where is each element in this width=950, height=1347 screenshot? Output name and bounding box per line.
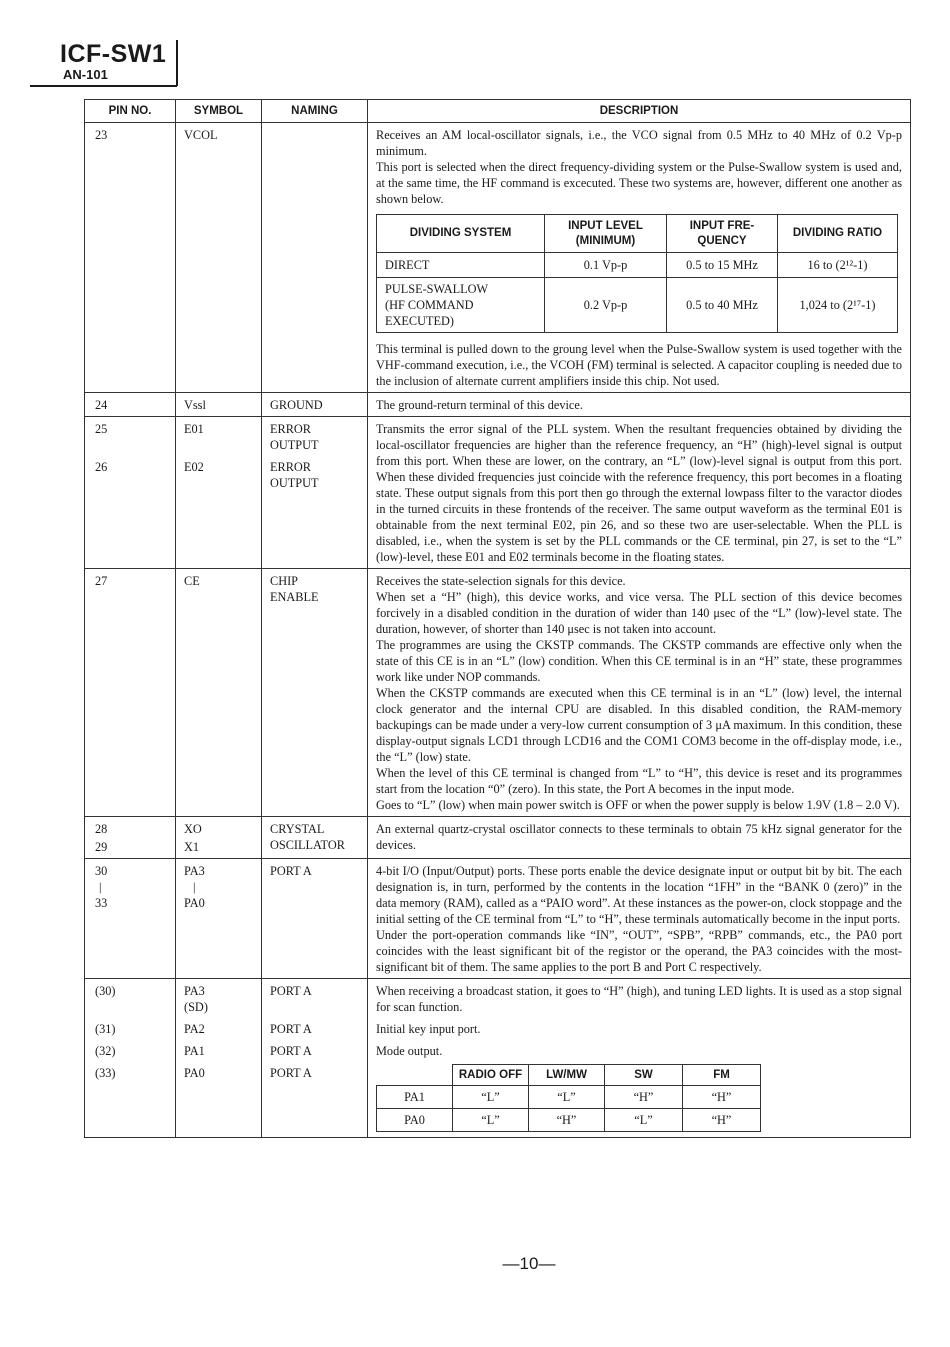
dividing-ratio: 1,024 to (2¹⁷-1)	[778, 278, 898, 333]
symbol-text: (SD)	[184, 1000, 208, 1014]
mode-row-label: PA0	[377, 1109, 453, 1132]
pin-number: 33	[95, 896, 108, 910]
description-text: When the level of this CE terminal is changed from “L” to “H”, this device is reset and its programmes start from the location “0” (zero). In this state, the Port A becomes in the input mode.	[376, 766, 902, 796]
naming-text: ENABLE	[270, 590, 319, 604]
pin-number: (33)	[95, 1066, 116, 1080]
symbol-cell	[176, 979, 262, 1138]
symbol-cell: Vssl	[176, 393, 262, 417]
naming-cell	[262, 817, 368, 859]
symbol-text: E02	[184, 460, 204, 474]
table-row	[85, 859, 911, 979]
description-text: This port is selected when the direct frequency-dividing system or the Pulse-Swallow system is used and, at the same time, the HF command is excecuted. These two systems are, however, different one another as shown below.	[376, 160, 902, 206]
mode-value: “H”	[529, 1109, 605, 1132]
table-row	[85, 417, 911, 569]
naming-text: ERROR	[270, 422, 311, 436]
naming-text: ERROR	[270, 460, 311, 474]
model-title: ICF-SW1	[60, 40, 167, 68]
header-symbol: SYMBOL	[176, 100, 262, 123]
symbol-text: PA3	[184, 984, 205, 998]
description-text: This terminal is pulled down to the groung level when the Pulse-Swallow system is used together with the VHF-command execution, i.e., the VCOH (FM) terminal is selected. A capacitor coupling is needed due to the inclusion of alternate current amplifiers inside this chip. Not used.	[376, 342, 902, 388]
naming-cell	[262, 417, 368, 569]
pin-number: (30)	[95, 984, 116, 998]
table-row	[85, 393, 911, 417]
mode-header-sw: SW	[605, 1065, 683, 1086]
naming-cell	[262, 979, 368, 1138]
naming-text: OSCILLATOR	[270, 838, 345, 852]
description-cell	[368, 123, 911, 393]
symbol-cell	[176, 859, 262, 979]
naming-text: CRYSTAL	[270, 822, 325, 836]
table-row	[85, 569, 911, 817]
naming-text: OUTPUT	[270, 438, 319, 452]
pin-cell	[85, 417, 176, 569]
input-level: 0.1 Vp-p	[545, 253, 667, 278]
symbol-text: PA1	[184, 1044, 205, 1058]
description-cell	[368, 859, 911, 979]
naming-cell	[262, 123, 368, 393]
mode-corner-cell	[377, 1065, 453, 1086]
dividing-row-pulse-swallow	[377, 278, 898, 333]
symbol-text: PA3	[184, 864, 205, 878]
naming-cell: PORT A	[262, 859, 368, 979]
pin-number: (31)	[95, 1022, 116, 1036]
input-level-header: INPUT LEVEL (MINIMUM)	[545, 215, 667, 253]
mode-row-pa1	[377, 1086, 761, 1109]
dividing-ratio-header: DIVIDING RATIO	[778, 215, 898, 253]
range-bar: |	[193, 880, 196, 894]
mode-header-fm: FM	[683, 1065, 761, 1086]
dividing-ratio: 16 to (2¹²-1)	[778, 253, 898, 278]
header-pin-no: PIN NO.	[85, 100, 176, 123]
mode-header-radio-off: RADIO OFF	[453, 1065, 529, 1086]
table-row	[85, 817, 911, 859]
description-text: An external quartz-crystal oscillator connects to these terminals to obtain 75 kHz signal generator for the devices.	[376, 822, 902, 852]
mode-value: “L”	[453, 1086, 529, 1109]
pin-description-table	[84, 99, 911, 1138]
pin-cell	[85, 817, 176, 859]
dividing-header-row	[377, 215, 898, 253]
naming-text: CHIP	[270, 574, 299, 588]
symbol-text: X1	[184, 840, 200, 854]
symbol-cell	[176, 417, 262, 569]
description-text: Mode output.	[376, 1044, 443, 1058]
pin-cell: 27	[85, 569, 176, 817]
mode-value: “L”	[453, 1109, 529, 1132]
pin-cell: 23	[85, 123, 176, 393]
description-cell	[368, 979, 911, 1138]
naming-text: PORT A	[270, 1044, 312, 1058]
model-code: AN-101	[63, 67, 108, 82]
symbol-text: PA0	[184, 896, 205, 910]
page-number: —10—	[502, 1254, 556, 1273]
range-bar: |	[99, 880, 102, 894]
mode-value: “L”	[529, 1086, 605, 1109]
naming-cell: GROUND	[262, 393, 368, 417]
spacer	[184, 437, 253, 459]
spacer	[270, 999, 359, 1021]
spacer	[95, 437, 167, 459]
symbol-text: PA0	[184, 1066, 205, 1080]
dividing-row-direct	[377, 253, 898, 278]
pin-number: 25	[95, 422, 108, 436]
naming-text: PORT A	[270, 984, 312, 998]
system-name-line: PULSE-SWALLOW	[385, 282, 489, 296]
description-text: When receiving a broadcast station, it goes to “H” (high), and tuning LED lights. It is used as a stop signal for scan function.	[376, 984, 902, 1014]
symbol-text: XO	[184, 822, 202, 836]
description-cell	[368, 393, 911, 417]
pin-cell	[85, 979, 176, 1138]
system-name: DIRECT	[377, 253, 545, 278]
symbol-text: PA2	[184, 1022, 205, 1036]
input-level: 0.2 Vp-p	[545, 278, 667, 333]
symbol-text: E01	[184, 422, 204, 436]
input-frequency: 0.5 to 40 MHz	[667, 278, 778, 333]
mode-header-row	[377, 1065, 761, 1086]
mode-output-table	[376, 1064, 761, 1132]
mode-value: “H”	[605, 1086, 683, 1109]
description-text: When set a “H” (high), this device works, and vice versa. The PLL section of this device becomes forcively in a disabled condition in the duration of wider than 140 μsec of the “L” (low)-level state. The duration, however, of shorter than 140 μsec is not taken into account.	[376, 590, 902, 636]
naming-text: PORT A	[270, 1066, 312, 1080]
pin-number: 30	[95, 864, 108, 878]
mode-value: “L”	[605, 1109, 683, 1132]
pin-cell: 24	[85, 393, 176, 417]
symbol-cell: VCOL	[176, 123, 262, 393]
spacer	[95, 999, 167, 1021]
mode-value: “H”	[683, 1109, 761, 1132]
system-name	[377, 278, 545, 333]
naming-cell	[262, 569, 368, 817]
mode-value: “H”	[683, 1086, 761, 1109]
description-text: Transmits the error signal of the PLL system. When the resultant frequencies obtained by dividing the local-oscillator frequencies are higher than the reference frequency, an “H” (high)-level signal is output from this port. When these are lower, on the contrary, an “L” (low)-level signal is output from this port. When these divided frequencies just coincide with the reference frequency, this port becomes in a floating state. These output signals from this port then go through the external lowpass filter to the varactor diodes in the turned circuits in these frontends of the receiver. The same output waveform as the terminal E01 is obtainable from the next terminal E02, pin 26, and so these two are user-selectable. When the PLL is disabled, i.e., when the system is set by the PLL commands or the CE terminal, pin 27, is set to the “L” (low)-level, these E01 and E02 terminals become in the floating states.	[376, 422, 902, 564]
table-row	[85, 123, 911, 393]
dividing-system-header: DIVIDING SYSTEM	[377, 215, 545, 253]
description-cell	[368, 417, 911, 569]
description-text: 4-bit I/O (Input/Output) ports. These ports enable the device designate input or output bit by bit. The each designation is, in turn, performed by the contents in the location “1FH” in the “BANK 0 (zero)” in the data memory (RAM), called as a “PAIO word”. At these instances as the power-on, clock stoppage and the initial setting of the CE terminal from “L” to “H”, these terminals automatically become in the input ports.	[376, 864, 902, 926]
description-cell	[368, 817, 911, 859]
mode-row-label: PA1	[377, 1086, 453, 1109]
input-frequency-header: INPUT FRE-QUENCY	[667, 215, 778, 253]
system-name-line: (HF COMMAND	[385, 298, 474, 312]
header-description: DESCRIPTION	[368, 100, 911, 123]
header-divider-vertical	[176, 40, 178, 86]
header-naming: NAMING	[262, 100, 368, 123]
description-text: Receives an AM local-oscillator signals, i.e., the VCO signal from 0.5 MHz to 40 MHz of 0.2 Vp-p minimum.	[376, 128, 902, 158]
description-cell	[368, 569, 911, 817]
description-text: Under the port-operation commands like “IN”, “OUT”, “SPB”, “RPB” commands, etc., the PA0 port coincides with the least significant bit of the registor or the operand, the PA3 coincides with the most-significant bit of them. The same applies to the port B and Port C respectively.	[376, 928, 902, 974]
symbol-cell: CE	[176, 569, 262, 817]
pin-number: 26	[95, 460, 108, 474]
description-text: Receives the state-selection signals for this device.	[376, 574, 626, 588]
naming-text: PORT A	[270, 1022, 312, 1036]
symbol-cell	[176, 817, 262, 859]
naming-text: OUTPUT	[270, 476, 319, 490]
mode-row-pa0	[377, 1109, 761, 1132]
description-text: The ground-return terminal of this device.	[376, 398, 583, 412]
pin-cell	[85, 859, 176, 979]
description-text: The programmes are using the CKSTP commands. The CKSTP commands are effective only when the state of this CE is in an “L” (low) condition. When this CE terminal is in an “H” state, these programmes work like under NOP commands.	[376, 638, 902, 684]
header-divider-horizontal	[30, 85, 177, 87]
system-name-line: EXECUTED)	[385, 314, 454, 328]
description-text: Goes to “L” (low) when main power switch is OFF or when the power supply is below 1.9V (1.8 – 2.0 V).	[376, 798, 900, 812]
table-row	[85, 979, 911, 1138]
pin-number: (32)	[95, 1044, 116, 1058]
input-frequency: 0.5 to 15 MHz	[667, 253, 778, 278]
table-header-row	[85, 100, 911, 123]
dividing-system-table	[376, 214, 898, 333]
pin-number: 28	[95, 822, 108, 836]
description-text: When the CKSTP commands are executed when this CE terminal is in an “L” (low) level, the internal clock generator and the internal CPU are disabled. In this disabled condition, the RAM-memory backupings can be made under a very-low current consumption of 3 μA maximum. In this condition, these display-output signals LCD1 through LCD16 and the COM1 COM3 become in the off-display mode, i.e., the “L” (low) state.	[376, 686, 902, 764]
description-text: Initial key input port.	[376, 1022, 481, 1036]
pin-number: 29	[95, 840, 108, 854]
mode-header-lw-mw: LW/MW	[529, 1065, 605, 1086]
